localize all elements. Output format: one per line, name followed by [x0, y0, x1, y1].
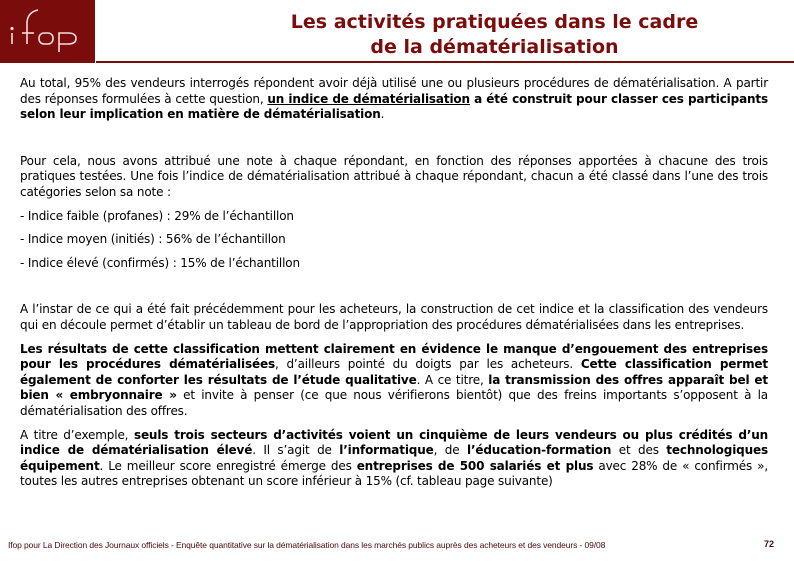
- text: . Il s’agit de: [252, 443, 340, 458]
- text-bold: seuls trois secteurs d’activités voient un cinquième de leurs vendeurs ou plus crédités d’un indice de dématérialisation élevé: [20, 427, 769, 458]
- paragraph-results: [20, 342, 768, 420]
- text: .: [380, 107, 385, 122]
- ifop-logo-mark: [0, 0, 95, 63]
- text: A titre d’exemple,: [20, 427, 134, 442]
- text-bold: l’informatique: [339, 443, 434, 458]
- text: avec 28% de « confirmés », toutes les autres entreprises obtenant un score inférieur à 15% (cf. tableau page suivante): [20, 458, 768, 489]
- text-bold: entreprises de 500 salariés et plus: [356, 458, 594, 473]
- text-bold: Les résultats de cette classification mettent clairement en évidence le manque d’engouement des entreprises pour les procédures dématérialisées: [20, 341, 768, 372]
- list-item: - Indice moyen (initiés) : 56% de l’échantillon: [20, 232, 286, 247]
- text: . Le meilleur score enregistré émerge des: [99, 458, 357, 473]
- text-bold: l’éducation-formation: [466, 443, 612, 458]
- text: et des: [611, 443, 667, 458]
- text: . A ce titre,: [416, 372, 489, 387]
- paragraph-intro: [20, 76, 768, 123]
- title-rule: [96, 61, 794, 63]
- text-bold: la transmission des offres apparaît bel et bien « embryonnaire »: [20, 372, 768, 403]
- text-bold: Cette classification permet également de conforter les résultats de l’étude qualitative: [20, 357, 768, 387]
- document-body: [20, 76, 768, 490]
- text: , de: [433, 443, 467, 458]
- paragraph-example: [20, 428, 768, 490]
- text-bold: a été construit pour classer ces participants selon leur implication en matière de dématérialisation: [20, 91, 768, 122]
- paragraph-method: Pour cela, nous avons attribué une note à chaque répondant, en fonction des réponses apportées à chacune des trois pratiques testées. Une fois l’indice de dématérialisation attribué à chaque répondant, chacun a été classé dans l’une des trois catégories selon sa note :: [20, 153, 768, 199]
- text: , d’ailleurs pointé du doigts par les acheteurs.: [274, 357, 581, 372]
- footer-text: Ifop pour La Direction des Journaux officiels - Enquête quantitative sur la dématérialisation dans les marchés publics auprès des acheteurs et des vendeurs - 09/08: [8, 540, 606, 550]
- title-line-2: de la dématérialisation: [370, 36, 619, 58]
- page-number: 72: [763, 539, 774, 549]
- ifop-logo: [0, 0, 95, 63]
- page-title: [95, 10, 794, 60]
- list-item: - Indice faible (profanes) : 29% de l’échantillon: [20, 208, 294, 223]
- paragraph-instar: A l’instar de ce qui a été fait précédemment pour les acheteurs, la construction de cet indice et la classification des vendeurs qui en découle permet d’établir un tableau de bord de l’appropriation des procédures dématérialisées dans les entreprises.: [20, 302, 768, 332]
- list-item: - Indice élevé (confirmés) : 15% de l’échantillon: [20, 255, 300, 270]
- text: Au total, 95% des vendeurs interrogés répondent avoir déjà utilisé une ou plusieurs procédures de dématérialisation. A partir des réponses formulées à cette question,: [20, 76, 768, 106]
- text-bold: technologiques équipement: [20, 443, 768, 473]
- text: et invite à penser (ce que nous vérifierons bientôt) que des freins importants s’opposent à la dématérialisation des offres.: [20, 388, 769, 418]
- text-underlined: un indice de dématérialisation: [267, 91, 470, 106]
- title-line-1: Les activités pratiquées dans le cadre: [290, 11, 699, 33]
